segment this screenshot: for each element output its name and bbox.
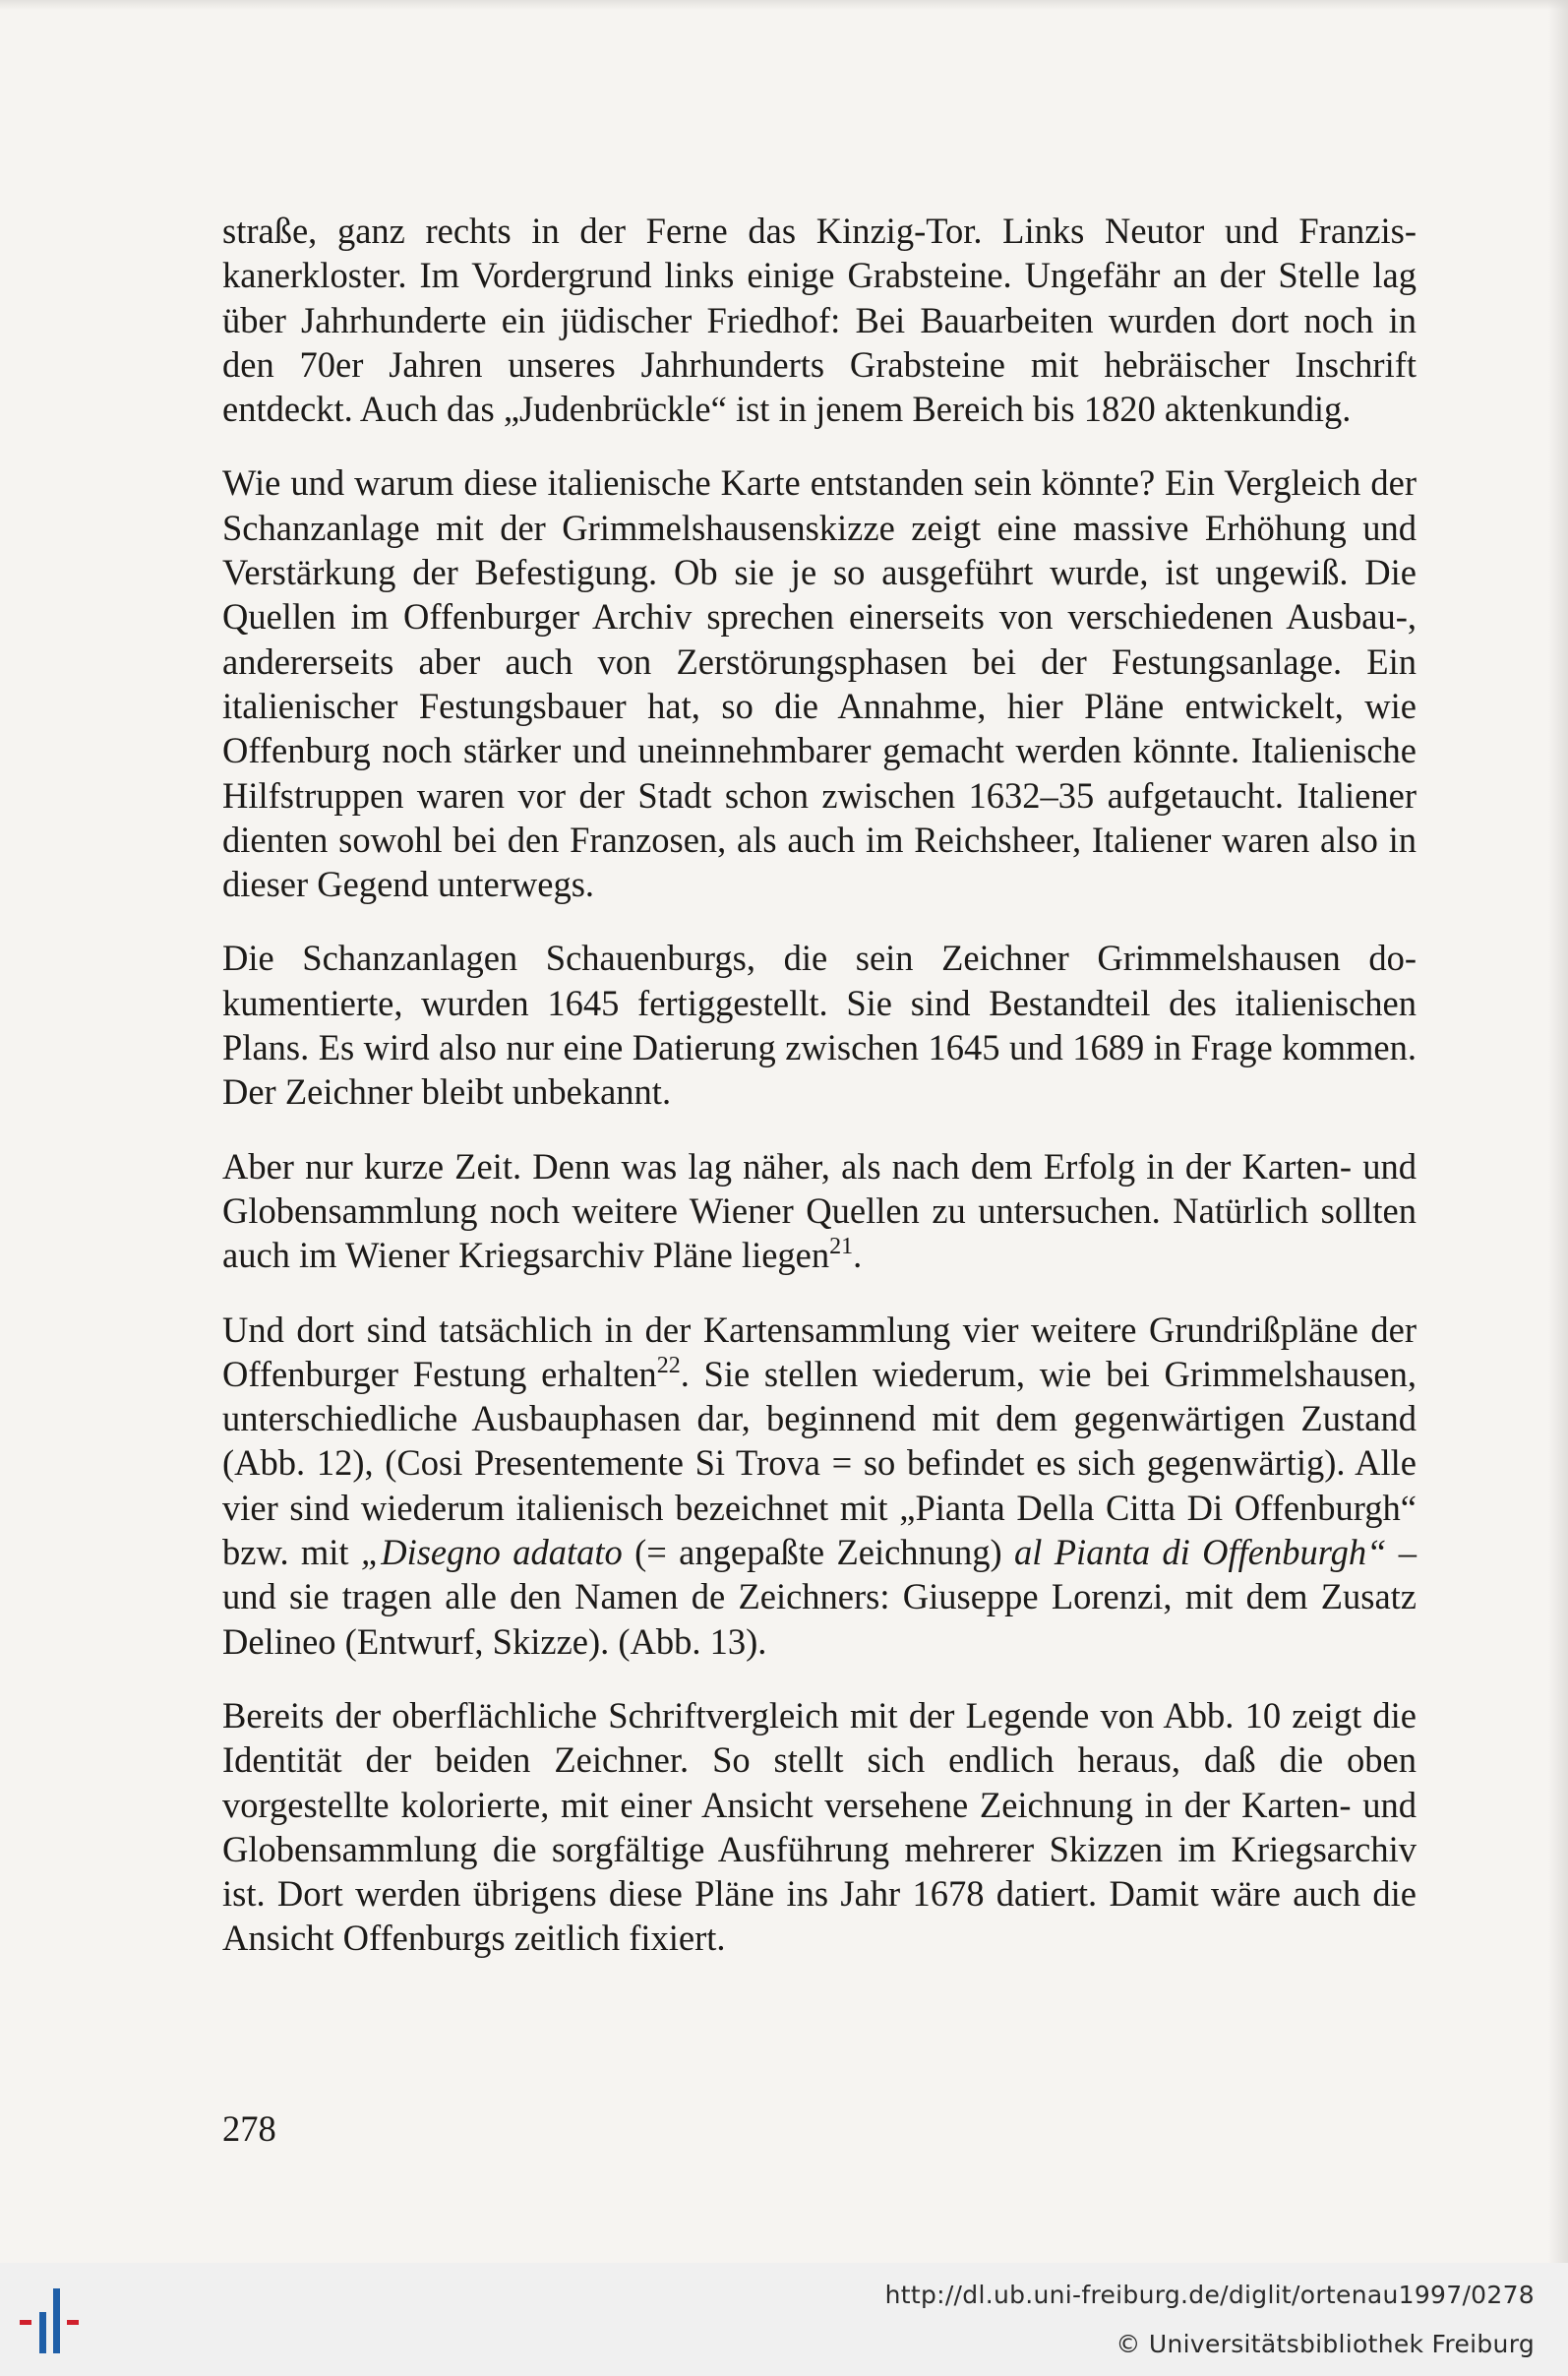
paragraph-6: Bereits der oberflächliche Schriftvergleich mit der Legende von Abb. 10 zeigt die Identität der beiden Zeichner. So stellt sich endlich heraus, daß die oben vorgestellte kolorierte, mit einer Ansicht versehene Zeichnung in der Karten- und Globensammlung die sorgfältige Ausführung mehrerer Skizzen im Kriegsarchiv ist. Dort werden übrigens diese Pläne ins Jahr 1678 datiert. Damit wäre auch die Ansicht Offenburgs zeitlich fixiert. bbox=[222, 1694, 1417, 1959]
paragraph-5-part1: Und dort sind tatsächlich in der Kartensammlung vier weitere Grundrißpläne der Offenburger Festung erhalten bbox=[222, 1309, 1417, 1394]
footer-bar bbox=[0, 2263, 1568, 2376]
paragraph-4-tail: . bbox=[853, 1235, 863, 1276]
page-top-edge bbox=[0, 0, 1568, 10]
paragraph-5-italic-2: al Pianta di Offenburgh“ bbox=[1014, 1532, 1387, 1573]
paragraph-2: Wie und warum diese italienische Karte entstanden sein könnte? Ein Vergleich der Schanzanlage mit der Grimmelshausenskizze zeigt eine massive Erhöhung und Verstärkung der Befestigung. Ob sie je so ausgeführt wurde, ist ungewiß. Die Quellen im Offenburger Archiv sprechen einerseits von verschiedenen Ausbau-, andererseits aber auch von Zerstörungsphasen bei der Festungsanlage. Ein italienischer Festungsbauer hat, so die Annahme, hier Pläne entwickelt, wie Offenburg noch stärker und uneinnehmbarer gemacht werden könnte. Italienische Hilfstruppen waren vor der Stadt schon zwischen 1632–35 aufgetaucht. Italiener dienten sowohl bei den Franzosen, als auch im Reichsheer, Italiener waren also in dieser Gegend unterwegs. bbox=[222, 462, 1417, 905]
footnote-ref-21: 21 bbox=[829, 1234, 854, 1260]
page-number: 278 bbox=[222, 2108, 276, 2149]
paragraph-1: straße, ganz rechts in der Ferne das Kinzig-Tor. Links Neutor und Franziskanerkloster. Im Vordergrund links einige Grabsteine. Ungefähr an der Stelle lag über Jahrhunderte ein jüdischer Friedhof: Bei Bauarbeiten wurden dort noch in den 70er Jahren unseres Jahrhunderts Grabsteine mit hebräischer Inschrift entdeckt. Auch das „Judenbrückle“ ist in jenem Bereich bis 1820 aktenkundig. bbox=[222, 211, 1417, 430]
ub-freiburg-logo-icon bbox=[20, 2286, 118, 2357]
paragraph-5-part4: – und sie tragen alle den Namen de Zeichners: Giuseppe Lorenzi, mit dem Zusatz Delineo (Entwurf, Skizze). (Abb. 13). bbox=[222, 1532, 1417, 1662]
footer-url-link[interactable]: http://dl.ub.uni-freiburg.de/diglit/ortenau1997/0278 bbox=[884, 2281, 1535, 2309]
paragraph-4-text: Aber nur kurze Zeit. Denn was lag näher, als nach dem Erfolg in der Karten- und Globensammlung noch weitere Wiener Quellen zu untersuchen. Natürlich sollten auch im Wiener Kriegsarchiv Pläne liegen bbox=[222, 1145, 1417, 1276]
paragraph-3: Die Schanzanlagen Schauenburgs, die sein Zeichner Grimmelshausen dokumentierte, wurden 1645 fertiggestellt. Sie sind Bestandteil des italienischen Plans. Es wird also nur eine Datierung zwischen 1645 und 1689 in Frage kommen. Der Zeichner bleibt unbekannt. bbox=[222, 938, 1417, 1113]
paragraph-5-italic-1: „Disegno adatato bbox=[360, 1532, 623, 1573]
paragraph-5-part3: (= angepaßte Zeichnung) bbox=[622, 1532, 1015, 1573]
paragraph-4 bbox=[222, 1144, 1417, 1278]
body-text bbox=[222, 209, 1417, 1990]
page-right-edge-shadow bbox=[1548, 0, 1568, 2263]
footnote-ref-22: 22 bbox=[656, 1352, 681, 1378]
paragraph-5-part2: . Sie stellen wiederum, wie bei Grimmelshausen, unterschiedliche Ausbauphasen dar, beginnend mit dem gegenwärtigen Zustand (Abb. 12), (Cosi Presentemente Si Trova = so befindet es sich gegenwärtig). Alle vier sind wiederum italienisch bezeichnet mit „Pianta Della Citta Di Offenburgh“ bzw. mit bbox=[222, 1353, 1417, 1573]
paragraph-5 bbox=[222, 1308, 1417, 1664]
footer-copyright: © Universitätsbibliothek Freiburg bbox=[1116, 2330, 1535, 2358]
